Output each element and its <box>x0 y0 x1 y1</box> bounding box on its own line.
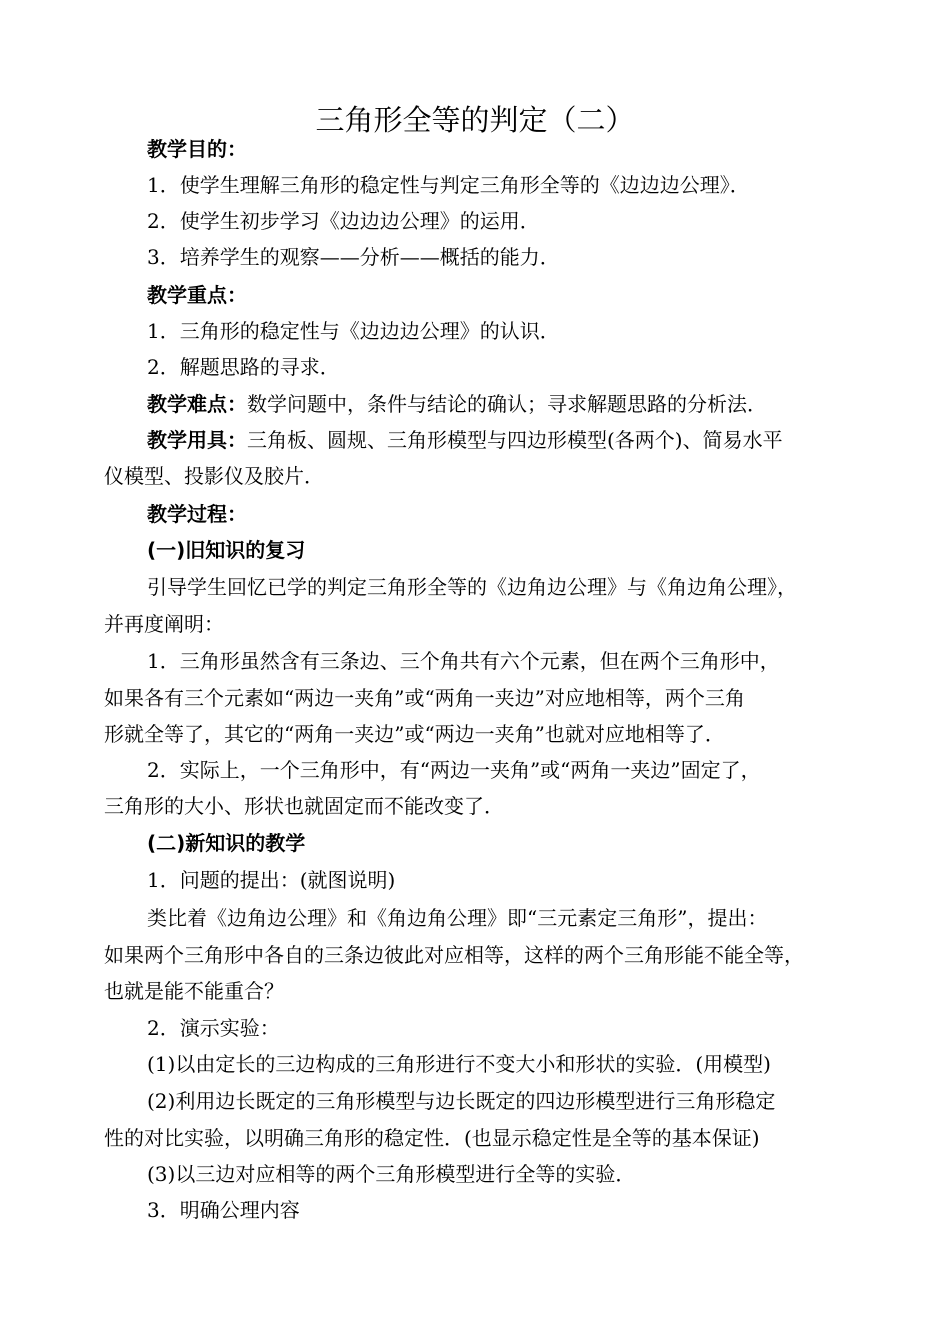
tools-text: 三角板、圆规、三角形模型与四边形模型(各两个)、简易水平 <box>247 428 783 452</box>
key-point-item: 1．三角形的稳定性与《边边边公理》的认识． <box>147 319 560 343</box>
review-point-2: 2．实际上，一个三角形中，有“两边一夹角”或“两角一夹边”固定了， <box>147 758 761 782</box>
review-point-1: 1．三角形虽然含有三条边、三个角共有六个元素，但在两个三角形中， <box>147 649 780 673</box>
review-point-1-continued: 形就全等了，其它的“两角一夹边”或“两边一夹角”也就对应地相等了． <box>104 722 725 746</box>
tools-heading: 教学用具： <box>147 428 247 452</box>
question-heading: 1．问题的提出：(就图说明) <box>147 868 396 892</box>
review-heading: (一)旧知识的复习 <box>147 538 306 562</box>
objective-item: 2．使学生初步学习《边边边公理》的运用． <box>147 209 540 233</box>
tools-text-continued: 仪模型、投影仪及胶片． <box>104 464 324 488</box>
review-point-2-continued: 三角形的大小、形状也就固定而不能改变了． <box>104 794 504 818</box>
difficulty-text: 数学问题中，条件与结论的确认；寻求解题思路的分析法． <box>247 392 767 416</box>
question-text-continued: 也就是能不能重合？ <box>104 979 284 1003</box>
page-title: 三角形全等的判定（二） <box>315 103 635 137</box>
objectives-heading: 教学目的： <box>147 137 247 161</box>
objective-item: 1．使学生理解三角形的稳定性与判定三角形全等的《边边边公理》． <box>147 173 750 197</box>
axiom-heading: 3．明确公理内容 <box>147 1198 300 1222</box>
key-point-item: 2．解题思路的寻求． <box>147 355 340 379</box>
process-heading: 教学过程： <box>147 502 247 526</box>
new-knowledge-heading: (二)新知识的教学 <box>147 831 306 855</box>
demo-item-1: (1)以由定长的三边构成的三角形进行不变大小和形状的实验．(用模型) <box>147 1052 771 1076</box>
difficulty-line <box>147 390 767 418</box>
review-intro-continued: 并再度阐明： <box>104 612 224 636</box>
question-text: 类比着《边角边公理》和《角边角公理》即“三元素定三角形”，提出： <box>147 906 768 930</box>
objective-item: 3．培养学生的观察——分析——概括的能力． <box>147 245 560 269</box>
tools-line <box>147 426 783 454</box>
difficulty-heading: 教学难点： <box>147 392 247 416</box>
question-text-continued: 如果两个三角形中各自的三条边彼此对应相等，这样的两个三角形能不能全等， <box>104 943 804 967</box>
demo-item-2-continued: 性的对比实验，以明确三角形的稳定性．(也显示稳定性是全等的基本保证) <box>104 1126 760 1150</box>
review-point-1-continued: 如果各有三个元素如“两边一夹角”或“两角一夹边”对应地相等，两个三角 <box>104 686 745 710</box>
demo-item-2: (2)利用边长既定的三角形模型与边长既定的四边形模型进行三角形稳定 <box>147 1089 776 1113</box>
review-intro: 引导学生回忆已学的判定三角形全等的《边角边公理》与《角边角公理》， <box>147 575 797 599</box>
key-points-heading: 教学重点： <box>147 283 247 307</box>
demo-heading: 2．演示实验： <box>147 1016 280 1040</box>
demo-item-3: (3)以三边对应相等的两个三角形模型进行全等的实验． <box>147 1162 636 1186</box>
